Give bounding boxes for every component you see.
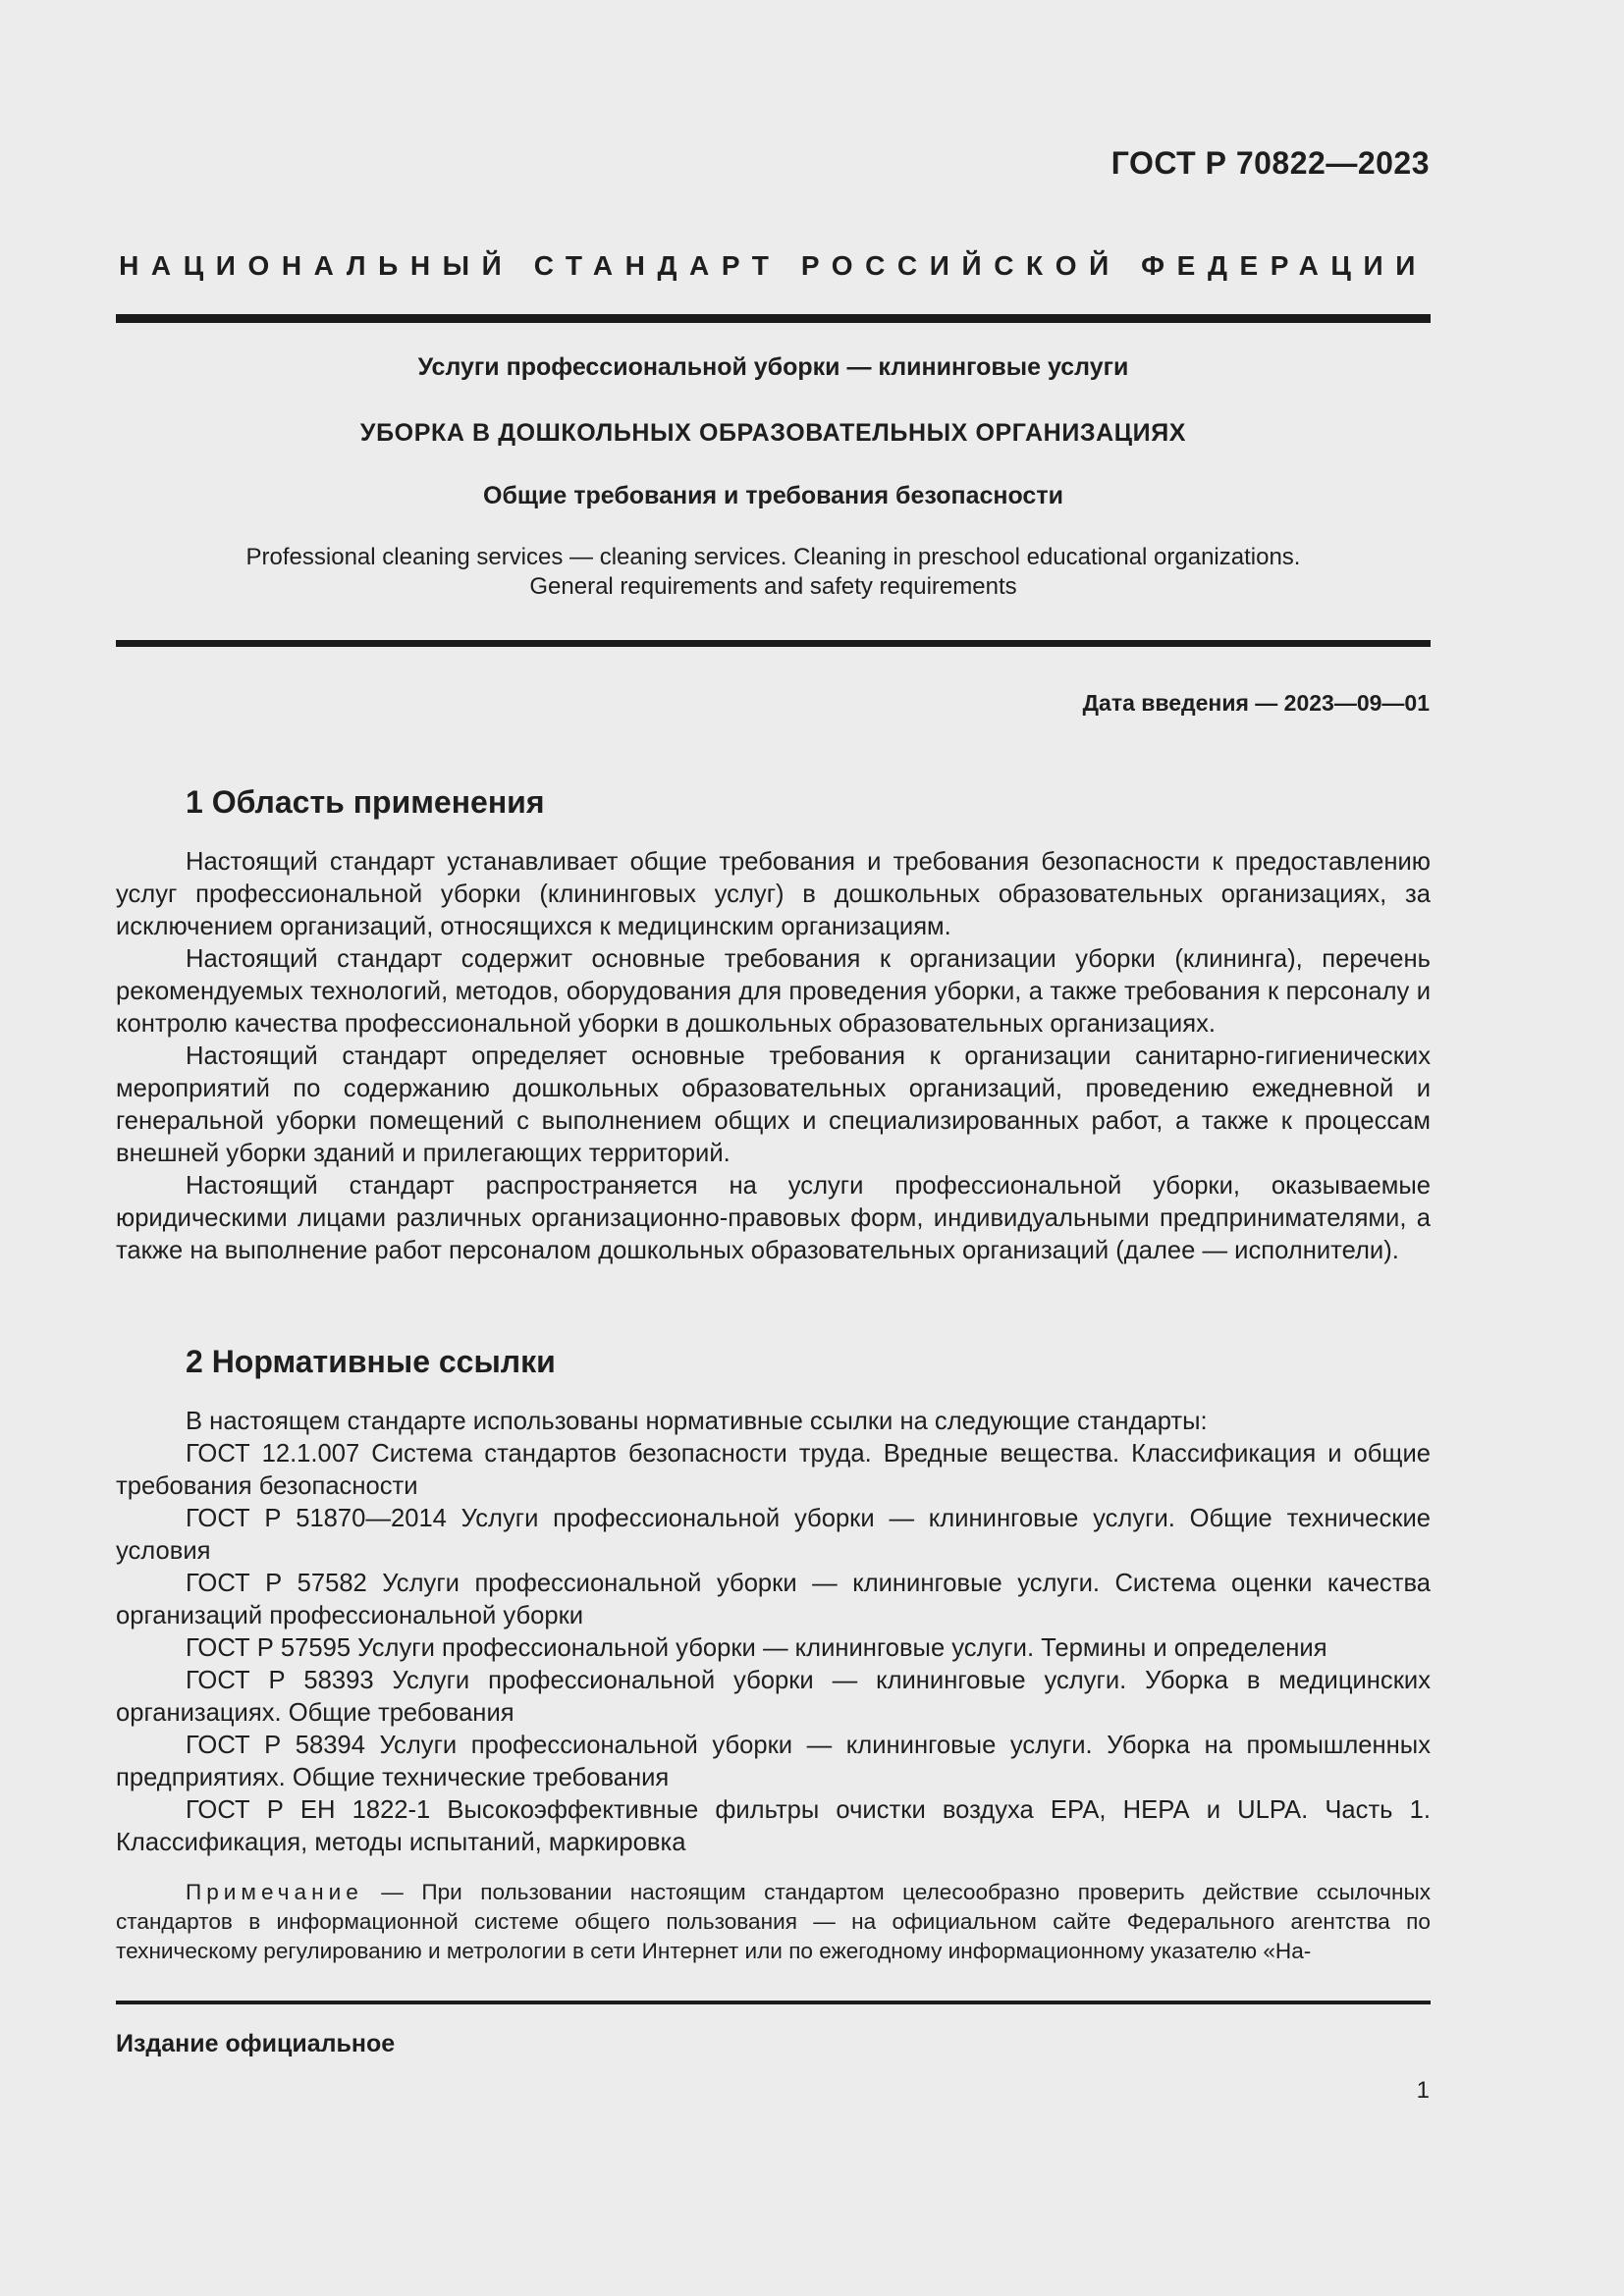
reference-item: ГОСТ Р 57582 Услуги профессиональной уборки — клининговые услуги. Система оценки качества организаций профессиональной уборки <box>116 1570 1431 1629</box>
note-block <box>116 1878 1431 1966</box>
official-edition-label: Издание официальное <box>116 2030 396 2057</box>
reference-item: ГОСТ Р 51870—2014 Услуги профессиональной уборки — клининговые услуги. Общие технические условия <box>116 1505 1431 1565</box>
paragraph: Настоящий стандарт распространяется на услуги профессиональной уборки, оказываемые юридическими лицами различных организационно-правовых форм, индивидуальными предпринимателями, а также на выполнение работ персоналом дошкольных образовательных организаций (далее — исполнители). <box>116 1172 1431 1264</box>
title-line-1: Услуги профессиональной уборки — клининговые услуги <box>417 353 1129 381</box>
section-2-heading: 2 Нормативные ссылки <box>186 1344 556 1379</box>
reference-item: ГОСТ Р 58394 Услуги профессиональной уборки — клининговые услуги. Уборка на промышленных предприятиях. Общие технические требования <box>116 1732 1431 1791</box>
section-1-body <box>116 846 1431 1267</box>
page-number: 1 <box>1416 2077 1430 2104</box>
section-2-body <box>116 1406 1431 1859</box>
title-line-2: УБОРКА В ДОШКОЛЬНЫХ ОБРАЗОВАТЕЛЬНЫХ ОРГАНИЗАЦИЯХ <box>359 419 1187 447</box>
top-divider <box>116 314 1431 323</box>
section-1-heading: 1 Область применения <box>186 784 545 820</box>
paragraph: Настоящий стандарт определяет основные требования к организации санитарно-гигиенических мероприятий по содержанию дошкольных образовательных организаций, проведению ежедневной и генеральной уборки помещений с выполнением общих и специализированных работ, а также к процессам внешней уборки зданий и прилегающих территорий. <box>116 1042 1431 1167</box>
title-divider <box>116 640 1431 647</box>
footer-divider <box>116 2001 1431 2004</box>
document-number: ГОСТ Р 70822—2023 <box>1110 145 1430 181</box>
note-text: — При пользовании настоящим стандартом целесообразно проверить действие ссылочных стандартов в информационной системе общего пользования — на официальном сайте Федерального агентства по техническому регулированию и метрологии в сети Интернет или по ежегодному информационному указателю «На- <box>116 1880 1431 1963</box>
english-title-line-1: Professional cleaning services — cleaning services. Cleaning in preschool educational organizations. <box>245 544 1301 570</box>
english-title-line-2: General requirements and safety requirements <box>529 573 1017 600</box>
reference-item: ГОСТ 12.1.007 Система стандартов безопасности труда. Вредные вещества. Классификация и общие требования безопасности <box>116 1440 1431 1500</box>
reference-item: ГОСТ Р 57595 Услуги профессиональной уборки — клининговые услуги. Термины и определения <box>186 1634 1327 1662</box>
title-line-3: Общие требования и требования безопасности <box>483 482 1063 509</box>
reference-item: ГОСТ Р ЕН 1822-1 Высокоэффективные фильтры очистки воздуха ЕРА, НЕРА и ULPA. Часть 1. Классификация, методы испытаний, маркировка <box>116 1796 1431 1856</box>
paragraph: Настоящий стандарт содержит основные требования к организации уборки (клининга), перечень рекомендуемых технологий, методов, оборудования для проведения уборки, а также требования к персоналу и контролю качества профессиональной уборки в дошкольных образовательных организациях. <box>116 945 1431 1038</box>
paragraph: Настоящий стандарт устанавливает общие требования и требования безопасности к предоставлению услуг профессиональной уборки (клининговых услуг) в дошкольных образовательных организациях, за исключением организаций, относящихся к медицинским организациям. <box>116 848 1431 940</box>
note-label: Примечание <box>186 1880 363 1904</box>
paragraph: В настоящем стандарте использованы нормативные ссылки на следующие стандарты: <box>186 1408 1208 1435</box>
introduction-date: Дата введения — 2023—09—01 <box>1082 690 1430 716</box>
reference-item: ГОСТ Р 58393 Услуги профессиональной уборки — клининговые услуги. Уборка в медицинских организациях. Общие требования <box>116 1667 1431 1727</box>
english-title <box>116 543 1431 602</box>
national-standard-label: НАЦИОНАЛЬНЫЙ СТАНДАРТ РОССИЙСКОЙ ФЕДЕРАЦИИ <box>119 250 1428 281</box>
